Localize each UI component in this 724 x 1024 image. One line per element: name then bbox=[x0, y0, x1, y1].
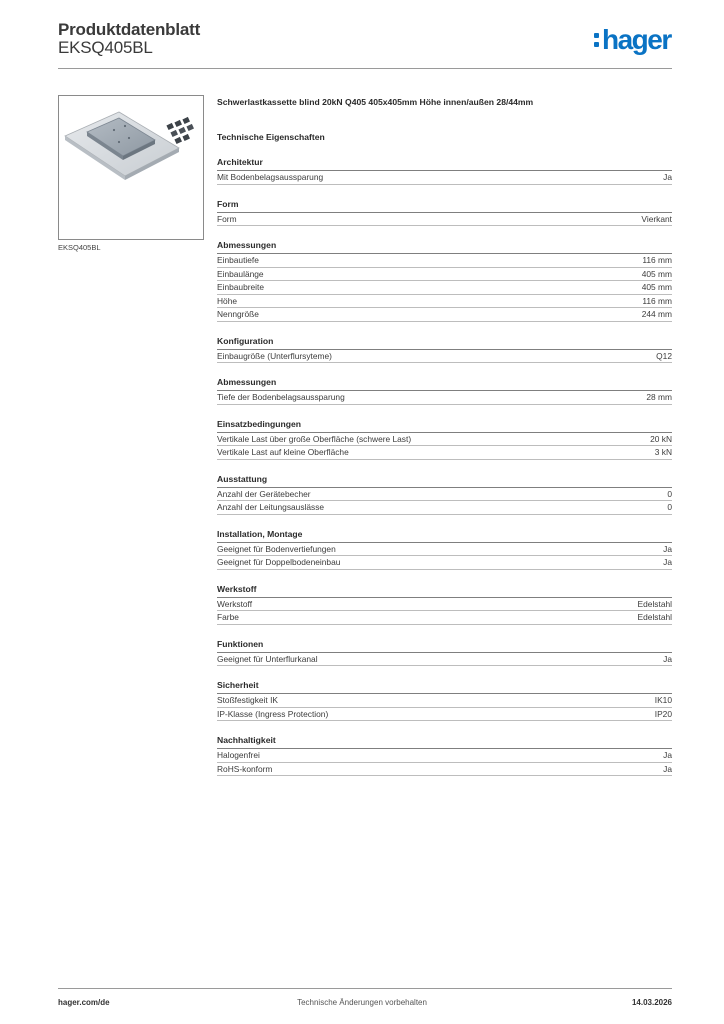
footer-date: 14.03.2026 bbox=[631, 998, 672, 1007]
logo-dot-top bbox=[594, 33, 599, 38]
product-image-caption: EKSQ405BL bbox=[58, 243, 101, 252]
property-group-title: Architektur bbox=[217, 157, 672, 171]
property-row bbox=[217, 350, 672, 364]
property-label: Farbe bbox=[217, 612, 239, 622]
document-title: Produktdatenblatt bbox=[58, 20, 201, 39]
property-group bbox=[217, 529, 672, 570]
hager-logo bbox=[594, 24, 672, 55]
property-row bbox=[217, 598, 672, 612]
property-value: 405 mm bbox=[641, 282, 672, 292]
property-group bbox=[217, 584, 672, 625]
product-description: Schwerlastkassette blind 20kN Q405 405x405mm Höhe innen/außen 28/44mm bbox=[217, 97, 534, 107]
property-row bbox=[217, 281, 672, 295]
property-group bbox=[217, 474, 672, 515]
property-row bbox=[217, 653, 672, 667]
property-row bbox=[217, 611, 672, 625]
property-group bbox=[217, 157, 672, 185]
property-row bbox=[217, 501, 672, 515]
property-group bbox=[217, 199, 672, 227]
property-label: Form bbox=[217, 213, 237, 224]
property-label: Geeignet für Bodenvertiefungen bbox=[217, 543, 336, 554]
property-group-title: Werkstoff bbox=[217, 584, 672, 598]
property-group bbox=[217, 639, 672, 667]
property-value: Ja bbox=[663, 653, 672, 664]
property-group-title: Installation, Montage bbox=[217, 529, 672, 543]
property-label: Stoßfestigkeit IK bbox=[217, 695, 278, 705]
property-group-title: Abmessungen bbox=[217, 377, 672, 391]
property-label: Geeignet für Unterflurkanal bbox=[217, 653, 318, 664]
product-image-frame bbox=[58, 95, 204, 240]
property-value: Ja bbox=[663, 172, 672, 182]
property-value: 20 kN bbox=[650, 433, 672, 444]
property-value: 28 mm bbox=[646, 392, 672, 402]
footer-notice: Technische Änderungen vorbehalten bbox=[297, 998, 427, 1007]
property-groups bbox=[217, 157, 672, 776]
property-value: IK10 bbox=[654, 695, 672, 705]
property-group-title: Ausstattung bbox=[217, 474, 672, 488]
property-group bbox=[217, 680, 672, 721]
property-group bbox=[217, 377, 672, 405]
property-row bbox=[217, 749, 672, 763]
section-title: Technische Eigenschaften bbox=[217, 132, 325, 142]
property-value: Edelstahl bbox=[637, 598, 672, 609]
property-group bbox=[217, 735, 672, 776]
page-header bbox=[58, 20, 672, 70]
property-row bbox=[217, 254, 672, 268]
property-value: 3 kN bbox=[654, 447, 672, 457]
property-row bbox=[217, 488, 672, 502]
property-value: Ja bbox=[663, 750, 672, 760]
property-label: Geeignet für Doppelbodeneinbau bbox=[217, 557, 341, 567]
mounting-parts bbox=[166, 117, 194, 144]
footer-divider bbox=[58, 988, 672, 989]
property-group bbox=[217, 419, 672, 460]
property-label: Anzahl der Gerätebecher bbox=[217, 488, 311, 499]
property-label: Tiefe der Bodenbelagsaussparung bbox=[217, 392, 345, 402]
property-value: 116 mm bbox=[642, 255, 672, 265]
property-row bbox=[217, 268, 672, 282]
property-row bbox=[217, 543, 672, 557]
property-value: Ja bbox=[663, 543, 672, 554]
property-group-title: Konfiguration bbox=[217, 336, 672, 350]
property-label: Einbaulänge bbox=[217, 268, 264, 279]
property-row bbox=[217, 694, 672, 708]
property-label: Höhe bbox=[217, 295, 238, 306]
property-label: Einbautiefe bbox=[217, 255, 259, 265]
property-group-title: Abmessungen bbox=[217, 240, 672, 254]
property-label: RoHS-konform bbox=[217, 763, 273, 774]
property-row bbox=[217, 708, 672, 722]
property-value: 405 mm bbox=[641, 268, 672, 279]
property-label: Nenngröße bbox=[217, 309, 259, 319]
property-row bbox=[217, 295, 672, 309]
property-value: 116 mm bbox=[642, 295, 672, 306]
property-label: Vertikale Last auf kleine Oberfläche bbox=[217, 447, 349, 457]
property-label: Einbaubreite bbox=[217, 282, 265, 292]
property-row bbox=[217, 213, 672, 227]
property-label: Werkstoff bbox=[217, 598, 253, 609]
property-value: 0 bbox=[667, 502, 672, 512]
property-value: Q12 bbox=[656, 350, 672, 361]
property-group-title: Einsatzbedingungen bbox=[217, 419, 672, 433]
property-value: IP20 bbox=[654, 708, 672, 719]
logo-dot-bottom bbox=[594, 42, 599, 47]
property-label: Vertikale Last über große Oberfläche (schwere Last) bbox=[217, 433, 412, 444]
property-value: Edelstahl bbox=[637, 612, 672, 622]
property-label: IP-Klasse (Ingress Protection) bbox=[217, 708, 329, 719]
property-row bbox=[217, 308, 672, 322]
property-row bbox=[217, 556, 672, 570]
property-value: Ja bbox=[663, 557, 672, 567]
product-code: EKSQ405BL bbox=[58, 38, 153, 57]
property-group-title: Funktionen bbox=[217, 639, 672, 653]
property-value: Ja bbox=[663, 763, 672, 774]
property-label: Anzahl der Leitungsauslässe bbox=[217, 502, 325, 512]
footer-website[interactable]: hager.com/de bbox=[58, 998, 110, 1007]
property-label: Einbaugröße (Unterflursyteme) bbox=[217, 350, 332, 361]
header-divider bbox=[58, 68, 672, 69]
property-value: Vierkant bbox=[641, 213, 672, 224]
floor-cassette-image bbox=[59, 96, 203, 239]
property-group-title: Nachhaltigkeit bbox=[217, 735, 672, 749]
property-group bbox=[217, 240, 672, 322]
property-group-title: Form bbox=[217, 199, 672, 213]
property-row bbox=[217, 171, 672, 185]
property-group-title: Sicherheit bbox=[217, 680, 672, 694]
property-label: Mit Bodenbelagsaussparung bbox=[217, 172, 324, 182]
property-value: 244 mm bbox=[641, 309, 672, 319]
technical-content bbox=[217, 96, 672, 776]
property-group bbox=[217, 336, 672, 364]
property-row bbox=[217, 391, 672, 405]
property-row bbox=[217, 446, 672, 460]
property-row bbox=[217, 433, 672, 447]
property-value: 0 bbox=[667, 488, 672, 499]
logo-text: hager bbox=[602, 24, 671, 55]
property-row bbox=[217, 763, 672, 777]
property-label: Halogenfrei bbox=[217, 750, 260, 760]
